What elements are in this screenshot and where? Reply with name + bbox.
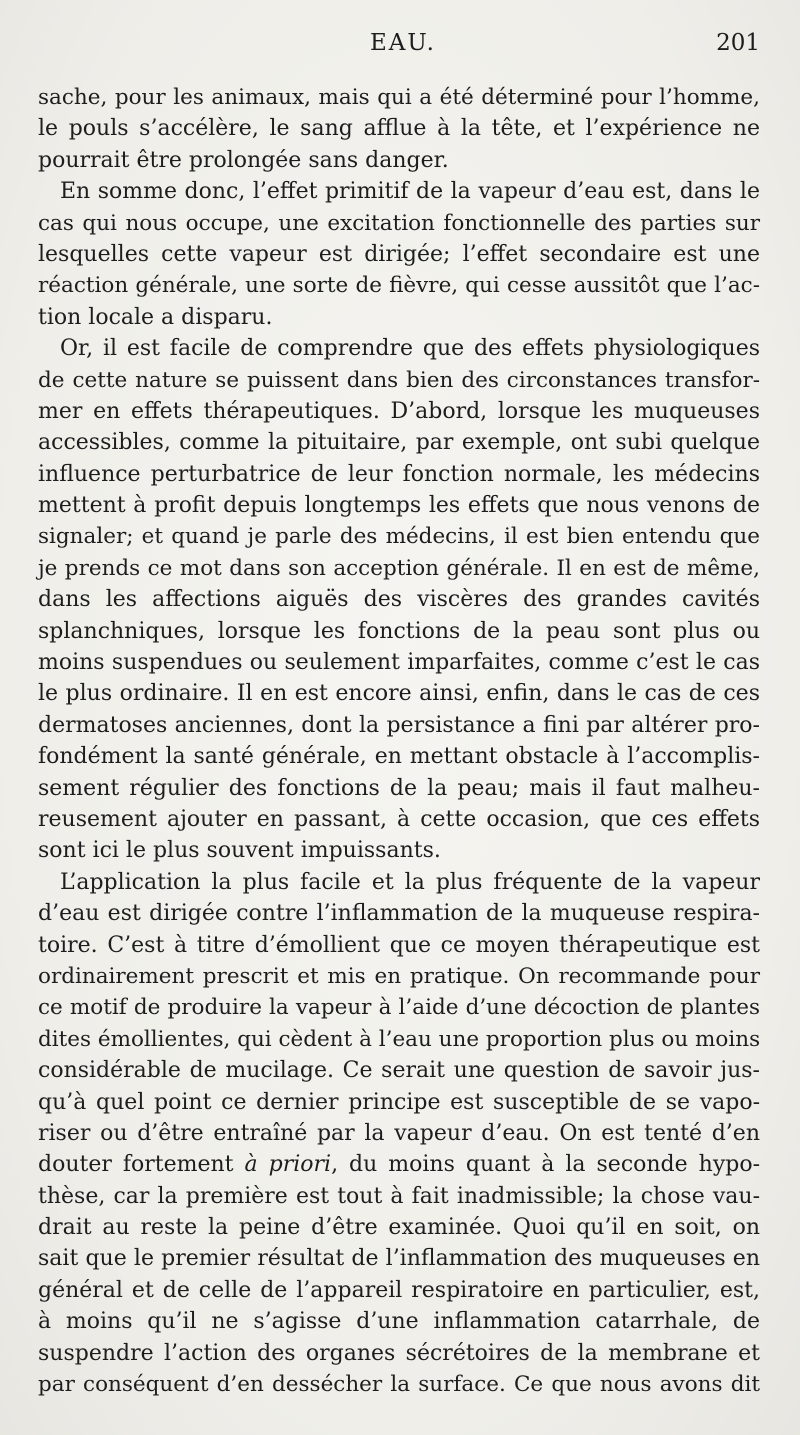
text-line: le pouls s’accélère, le sang afflue à la tête, et l’expérience ne xyxy=(38,116,760,142)
text-line: drait au reste la peine d’être examinée. Quoi qu’il en soit, on xyxy=(38,1215,760,1241)
body-text xyxy=(38,82,760,1400)
page-number: 201 xyxy=(716,30,760,56)
text-line: à moins qu’il ne s’agisse d’une inflammation catarrhale, de xyxy=(38,1309,760,1335)
text-line: douter fortement à priori, du moins quant à la seconde hypo- xyxy=(38,1152,761,1178)
running-head: EAU. xyxy=(370,30,436,56)
text-line: sement régulier des fonctions de la peau; mais il faut malheu- xyxy=(38,775,760,801)
text-line: tion locale a disparu. xyxy=(38,304,273,330)
text-line: considérable de mucilage. Ce serait une question de savoir jus- xyxy=(38,1058,760,1084)
text-line: sait que le premier résultat de l’inflammation des muqueuses en xyxy=(38,1246,760,1272)
text-line: mettent à profit depuis longtemps les effets que nous venons de xyxy=(38,493,760,519)
text-line: signaler; et quand je parle des médecins, il est bien entendu que xyxy=(38,524,760,550)
page-header xyxy=(38,30,760,66)
text-line: dans les affections aiguës des viscères des grandes cavités xyxy=(38,587,760,613)
text-line: dermatoses anciennes, dont la persistance a fini par altérer pro- xyxy=(38,712,760,738)
text-line: toire. C’est à titre d’émollient que ce moyen thérapeutique est xyxy=(38,932,760,958)
text-line: je prends ce mot dans son acception générale. Il en est de même, xyxy=(38,555,760,581)
text-line: influence perturbatrice de leur fonction normale, les médecins xyxy=(38,461,760,487)
text-line: d’eau est dirigée contre l’inflammation de la muqueuse respira- xyxy=(38,901,760,927)
text-line: riser ou d’être entraîné par la vapeur d’eau. On est tenté d’en xyxy=(38,1120,760,1146)
text-line: splanchniques, lorsque les fonctions de la peau sont plus ou xyxy=(38,618,760,644)
text-line: réaction générale, une sorte de fièvre, qui cesse aussitôt que l’ac- xyxy=(38,273,760,299)
text-line: par conséquent d’en dessécher la surface. Ce que nous avons dit xyxy=(38,1372,760,1398)
text-line: moins suspendues ou seulement imparfaites, comme c’est le cas xyxy=(38,650,760,676)
text-line: cas qui nous occupe, une excitation fonctionnelle des parties sur xyxy=(38,210,760,236)
text-line: Or, il est facile de comprendre que des effets physiologiques xyxy=(60,336,760,362)
text-line: sache, pour les animaux, mais qui a été déterminé pour l’homme, xyxy=(38,85,760,110)
text-line: En somme donc, l’effet primitif de la vapeur d’eau est, dans le xyxy=(60,179,760,205)
text-line: L’application la plus facile et la plus fréquente de la vapeur xyxy=(60,869,760,895)
text-line: suspendre l’action des organes sécrétoires de la membrane et xyxy=(38,1340,760,1366)
text-line: pourrait être prolongée sans danger. xyxy=(38,147,449,173)
text-line: sont ici le plus souvent impuissants. xyxy=(38,838,441,864)
text-line: général et de celle de l’appareil respiratoire en particulier, est, xyxy=(38,1277,760,1303)
text-line: de cette nature se puissent dans bien des circonstances transfor- xyxy=(38,367,760,393)
text-line: fondément la santé générale, en mettant obstacle à l’accomplis- xyxy=(38,744,760,770)
text-line: qu’à quel point ce dernier principe est susceptible de se vapo- xyxy=(38,1089,760,1115)
text-line: reusement ajouter en passant, à cette occasion, que ces effets xyxy=(38,806,760,832)
text-line: le plus ordinaire. Il en est encore ainsi, enfin, dans le cas de ces xyxy=(38,681,760,707)
text-line: thèse, car la première est tout à fait inadmissible; la chose vau- xyxy=(38,1183,760,1209)
text-line: mer en effets thérapeutiques. D’abord, lorsque les muqueuses xyxy=(38,398,760,424)
text-line: ce motif de produire la vapeur à l’aide d’une décoction de plantes xyxy=(38,995,760,1021)
italic-phrase: à priori xyxy=(244,1152,332,1178)
text-line: ordinairement prescrit et mis en pratique. On recommande pour xyxy=(38,963,760,989)
text-line: dites émollientes, qui cèdent à l’eau une proportion plus ou moins xyxy=(38,1026,761,1052)
text-line: accessibles, comme la pituitaire, par exemple, ont subi quelque xyxy=(38,430,760,456)
text-line: lesquelles cette vapeur est dirigée; l’effet secondaire est une xyxy=(38,241,760,267)
